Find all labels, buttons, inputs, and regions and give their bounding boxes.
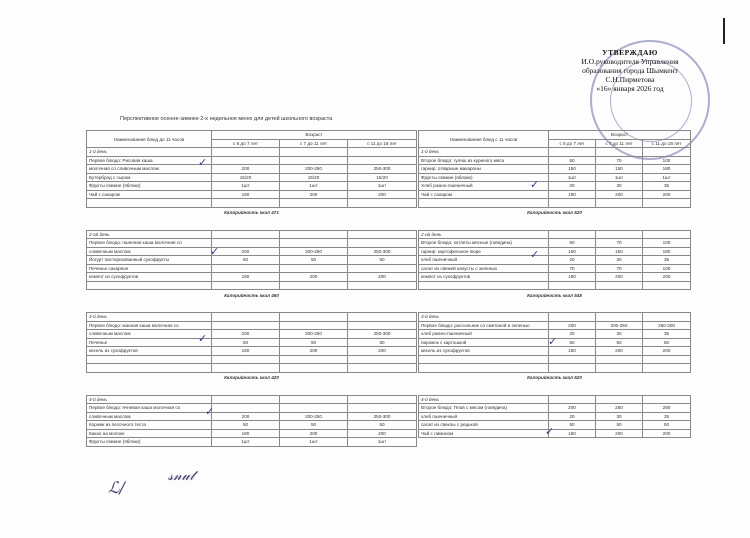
portion-cell: 250-300	[643, 321, 691, 330]
portion-cell	[348, 321, 417, 330]
table-row	[87, 165, 417, 174]
portion-cell: 200	[596, 347, 643, 356]
table-row	[419, 182, 691, 191]
portion-cell: 180	[643, 165, 691, 174]
portion-cell: 1шт	[643, 173, 691, 182]
portion-cell: 180	[549, 190, 596, 199]
portion-cell: 35	[643, 412, 691, 421]
approval-date: «16» января 2026 год	[596, 84, 664, 93]
portion-cell: 50	[549, 156, 596, 165]
portion-cell: 200	[280, 429, 348, 438]
portion-cell: 180	[549, 429, 596, 438]
portion-cell: 200	[596, 273, 643, 282]
dish-name-cell: Какао на молоке	[87, 429, 212, 438]
table-row	[419, 173, 691, 182]
portion-cell: 50	[596, 421, 643, 430]
calorie-total: Калорийность ккал 471	[224, 210, 279, 215]
dish-name-cell: Первое блюдо: манная каша молочная со	[87, 321, 212, 330]
portion-cell: 70	[596, 264, 643, 273]
portion-cell: 150	[549, 165, 596, 174]
table-row	[87, 173, 417, 182]
portion-cell: 1шт	[348, 182, 417, 191]
calorie-total: Калорийность ккал 520	[527, 375, 582, 380]
table-row	[87, 330, 417, 339]
portion-cell: 200-250	[280, 165, 348, 174]
table-row	[419, 247, 691, 256]
column-header-age-11-18: с 11 до 18 лет	[643, 139, 691, 148]
day-label: 3-й день	[87, 313, 212, 322]
portion-cell: 200-250	[280, 247, 348, 256]
dish-name-cell: Второе блюдо: Плов с мясом (говядина)	[419, 404, 549, 413]
portion-cell: 200	[212, 330, 280, 339]
dish-name-cell: Второе блюдо: гуляш из куриного мяса	[419, 156, 549, 165]
table-row	[87, 421, 417, 430]
dish-name-cell: кисель из сухофруктов	[87, 347, 212, 356]
portion-cell: 180	[643, 247, 691, 256]
table-row	[419, 264, 691, 273]
portion-cell: 180	[212, 429, 280, 438]
column-header-age-11-18: с 11 до 18 лет	[348, 139, 417, 148]
dish-name-cell: компот из сухофруктов	[419, 273, 549, 282]
table-row	[419, 321, 691, 330]
portion-cell: 1шт	[212, 438, 280, 447]
portion-cell: 200	[280, 190, 348, 199]
dish-name-cell: Первое блюдо: ячневая каша молочная со	[87, 404, 212, 413]
dish-name-cell: Первое блюдо: рассольник со сметаной и зеленью	[419, 321, 549, 330]
dish-name-cell: Чай с сахаром	[87, 190, 212, 199]
column-header-age-7-11: с 7 до 11 лет	[596, 139, 643, 148]
portion-cell: 180	[212, 273, 280, 282]
table-row	[87, 264, 417, 273]
portion-cell	[212, 239, 280, 248]
portion-cell: 1шт	[549, 173, 596, 182]
day-label: 1-й день	[87, 148, 212, 157]
portion-cell: 30	[596, 256, 643, 265]
dish-name-cell: салат из свеклы с редькой	[419, 421, 549, 430]
portion-cell	[348, 264, 417, 273]
portion-cell: 20	[549, 412, 596, 421]
check-mark-icon: ✓	[198, 332, 208, 345]
portion-cell: 35	[643, 182, 691, 191]
calorie-total: Калорийность ккал 520	[527, 210, 582, 215]
column-header-age: Возраст	[549, 131, 691, 140]
portion-cell: 180	[212, 190, 280, 199]
portion-cell: 50	[212, 256, 280, 265]
day-label: 3-й день	[419, 313, 549, 322]
portion-cell: 200	[643, 273, 691, 282]
table-row	[419, 156, 691, 165]
dish-name-cell: хлеб ржано-пшеничный	[419, 330, 549, 339]
portion-cell	[280, 321, 348, 330]
portion-cell: 15/20	[348, 173, 417, 182]
portion-cell: 200	[212, 412, 280, 421]
dish-name-cell: молочная со сливочным маслом	[87, 165, 212, 174]
dish-name-cell: Йогурт пастеризованный сухофрукты	[87, 256, 212, 265]
check-mark-icon: ✓	[205, 405, 215, 418]
column-header-name: Наименование блюд до 11 часов	[87, 131, 212, 148]
approval-line: образования города Шымкент	[582, 66, 678, 75]
portion-cell: 200-250	[280, 412, 348, 421]
dish-name-cell: Печенье сахарное	[87, 264, 212, 273]
portion-cell: 200	[280, 273, 348, 282]
day-label: 1-й день	[419, 148, 549, 157]
portion-cell: 200	[643, 429, 691, 438]
portion-cell: 50	[280, 338, 348, 347]
portion-cell	[348, 156, 417, 165]
calorie-total: Калорийность ккал 420	[224, 375, 279, 380]
portion-cell: 50	[212, 421, 280, 430]
dish-name-cell: Первое блюдо: пшенная каша молочная со	[87, 239, 212, 248]
table-row	[87, 273, 417, 282]
portion-cell: 1шт	[212, 182, 280, 191]
portion-cell: 200	[596, 190, 643, 199]
portion-cell: 50	[348, 338, 417, 347]
portion-cell: 200	[212, 247, 280, 256]
portion-cell: 30	[596, 412, 643, 421]
portion-cell: 200	[549, 321, 596, 330]
dish-name-cell: Фрукты свежие (яблоки)	[87, 182, 212, 191]
column-header-age-7-11: с 7 до 11 лет	[280, 139, 348, 148]
portion-cell	[280, 404, 348, 413]
dish-name-cell: сливочным маслом	[87, 247, 212, 256]
portion-cell	[212, 321, 280, 330]
dish-name-cell: компот из сухофруктов	[87, 273, 212, 282]
dish-name-cell: гарнир: отварные макароны	[419, 165, 549, 174]
table-row	[87, 256, 417, 265]
column-header-age-6-7: с 6 до 7 лет	[549, 139, 596, 148]
column-header-age: Возраст	[212, 131, 417, 140]
portion-cell: 150	[596, 247, 643, 256]
portion-cell: 50	[348, 421, 417, 430]
portion-cell: 15/20	[212, 173, 280, 182]
portion-cell: 1шт	[596, 173, 643, 182]
portion-cell: 70	[596, 156, 643, 165]
portion-cell: 35	[643, 330, 691, 339]
portion-cell: 15/20	[280, 173, 348, 182]
portion-cell: 1шт	[280, 182, 348, 191]
portion-cell: 200	[348, 429, 417, 438]
portion-cell: 20	[549, 256, 596, 265]
dish-name-cell: сливочным маслом	[87, 412, 212, 421]
table-row	[87, 412, 417, 421]
portion-cell: 200-250	[280, 330, 348, 339]
portion-cell: 30	[596, 182, 643, 191]
check-mark-icon: ✓	[530, 248, 540, 261]
portion-cell: 200	[212, 165, 280, 174]
table-row	[87, 247, 417, 256]
portion-cell: 200	[549, 404, 596, 413]
table-row	[87, 321, 417, 330]
portion-cell: 150	[596, 165, 643, 174]
menu-title: Перспективное осенне-зимнее 2-х недельное меню для детей школьного возраста	[120, 116, 333, 122]
portion-cell: 50	[280, 256, 348, 265]
portion-cell	[212, 156, 280, 165]
portion-cell: 100	[643, 156, 691, 165]
check-mark-icon: ✓	[545, 425, 555, 438]
portion-cell: 200-250	[596, 321, 643, 330]
portion-cell: 200	[280, 347, 348, 356]
calorie-total: Калорийность ккал 460	[224, 292, 279, 298]
dish-name-cell: Второе блюдо: котлеты мясные (говядина)	[419, 239, 549, 248]
portion-cell: 50	[549, 239, 596, 248]
table-row	[419, 429, 691, 438]
portion-cell	[280, 264, 348, 273]
portion-cell: 250-300	[348, 247, 417, 256]
portion-cell: 50	[280, 421, 348, 430]
approval-line: С.Н.Пирметова	[605, 75, 655, 84]
portion-cell: 180	[212, 347, 280, 356]
portion-cell: 180	[549, 347, 596, 356]
portion-cell: 30	[596, 330, 643, 339]
portion-cell	[280, 156, 348, 165]
portion-cell	[348, 239, 417, 248]
portion-cell: 250-300	[348, 412, 417, 421]
dish-name-cell: Первое блюдо: Рисовая каша	[87, 156, 212, 165]
portion-cell	[348, 404, 417, 413]
dish-name-cell: сливочным маслом	[87, 330, 212, 339]
portion-cell: 70	[596, 239, 643, 248]
portion-cell: 100	[643, 264, 691, 273]
table-row	[419, 273, 691, 282]
portion-cell: 1шт	[280, 438, 348, 447]
day-label: 4-й день	[87, 395, 212, 404]
left-menu-table	[86, 130, 417, 447]
approval-line: И.О.руководителя Управления	[581, 57, 679, 66]
portion-cell: 150	[549, 247, 596, 256]
portion-cell: 200	[643, 347, 691, 356]
table-row	[87, 438, 417, 447]
dish-name-cell: Фрукты свежие (яблоки)	[87, 438, 212, 447]
check-mark-icon: ✓	[198, 156, 208, 169]
table-row	[87, 239, 417, 248]
portion-cell: 200	[596, 429, 643, 438]
table-row	[419, 412, 691, 421]
portion-cell: 250-300	[348, 330, 417, 339]
table-row	[419, 239, 691, 248]
edge-mark	[723, 18, 725, 44]
handwritten-signature-2: 𝓈𝓃𝓊𝓉	[168, 468, 195, 484]
portion-cell	[212, 404, 280, 413]
day-label: 2-ой день	[419, 230, 549, 239]
dish-name-cell: пирожок с картошкой	[419, 338, 549, 347]
portion-cell: 180	[549, 273, 596, 282]
portion-cell: 1шт	[348, 438, 417, 447]
portion-cell: 250	[596, 404, 643, 413]
portion-cell: 200	[348, 347, 417, 356]
portion-cell: 35	[643, 256, 691, 265]
portion-cell: 50	[596, 338, 643, 347]
portion-cell	[212, 264, 280, 273]
handwritten-signature-1: ℒ∕	[108, 478, 125, 497]
check-mark-icon: ✓	[210, 245, 220, 258]
table-row	[87, 182, 417, 191]
table-row	[419, 190, 691, 199]
portion-cell: 200	[348, 190, 417, 199]
check-mark-icon: ✓	[548, 335, 558, 348]
table-row	[419, 404, 691, 413]
portion-cell: 50	[212, 338, 280, 347]
table-row	[87, 156, 417, 165]
table-row	[87, 404, 417, 413]
portion-cell: 50	[643, 421, 691, 430]
table-row	[419, 165, 691, 174]
portion-cell: 100	[643, 239, 691, 248]
dish-name-cell: хлеб пшеничный	[419, 412, 549, 421]
dish-name-cell: Печенье	[87, 338, 212, 347]
day-label: 2-ой день	[87, 230, 212, 239]
table-row	[87, 347, 417, 356]
approval-block	[555, 48, 705, 93]
dish-name-cell: Коржик из песочного теста	[87, 421, 212, 430]
portion-cell: 70	[549, 264, 596, 273]
dish-name-cell: Чай с лимоном	[419, 429, 549, 438]
portion-cell: 50	[549, 421, 596, 430]
dish-name-cell: Чай с сахаром	[419, 190, 549, 199]
column-header-name: Наименование блюд с 11 часов	[419, 131, 549, 148]
table-row	[419, 256, 691, 265]
table-row	[87, 429, 417, 438]
dish-name-cell: Бутерброд с сыром	[87, 173, 212, 182]
dish-name-cell: Хлеб ржано-пшеничный	[419, 182, 549, 191]
portion-cell: 50	[549, 338, 596, 347]
dish-name-cell: хлеб пшеничный	[419, 256, 549, 265]
check-mark-icon: ✓	[530, 178, 540, 191]
column-header-age-6-7: с 6 до 7 лет	[212, 139, 280, 148]
dish-name-cell: салат из свежей капусты с зеленью	[419, 264, 549, 273]
table-row	[87, 190, 417, 199]
portion-cell: 250-300	[348, 165, 417, 174]
day-label: 4-й день	[419, 395, 549, 404]
portion-cell: 50	[643, 338, 691, 347]
dish-name-cell: кисель из сухофруктов	[419, 347, 549, 356]
portion-cell: 200	[643, 190, 691, 199]
dish-name-cell: Фрукты свежие (яблоки)	[419, 173, 549, 182]
table-row	[87, 338, 417, 347]
dish-name-cell: гарнир: картофельное пюре	[419, 247, 549, 256]
portion-cell: 20	[549, 330, 596, 339]
calorie-total: Калорийность ккал 545	[527, 292, 582, 298]
portion-cell: 50	[348, 256, 417, 265]
portion-cell	[280, 239, 348, 248]
portion-cell: 200	[348, 273, 417, 282]
portion-cell: 280	[643, 404, 691, 413]
approval-title: УТВЕРЖДАЮ	[602, 48, 658, 57]
table-row	[419, 421, 691, 430]
right-menu-table	[418, 130, 691, 438]
portion-cell: 20	[549, 182, 596, 191]
